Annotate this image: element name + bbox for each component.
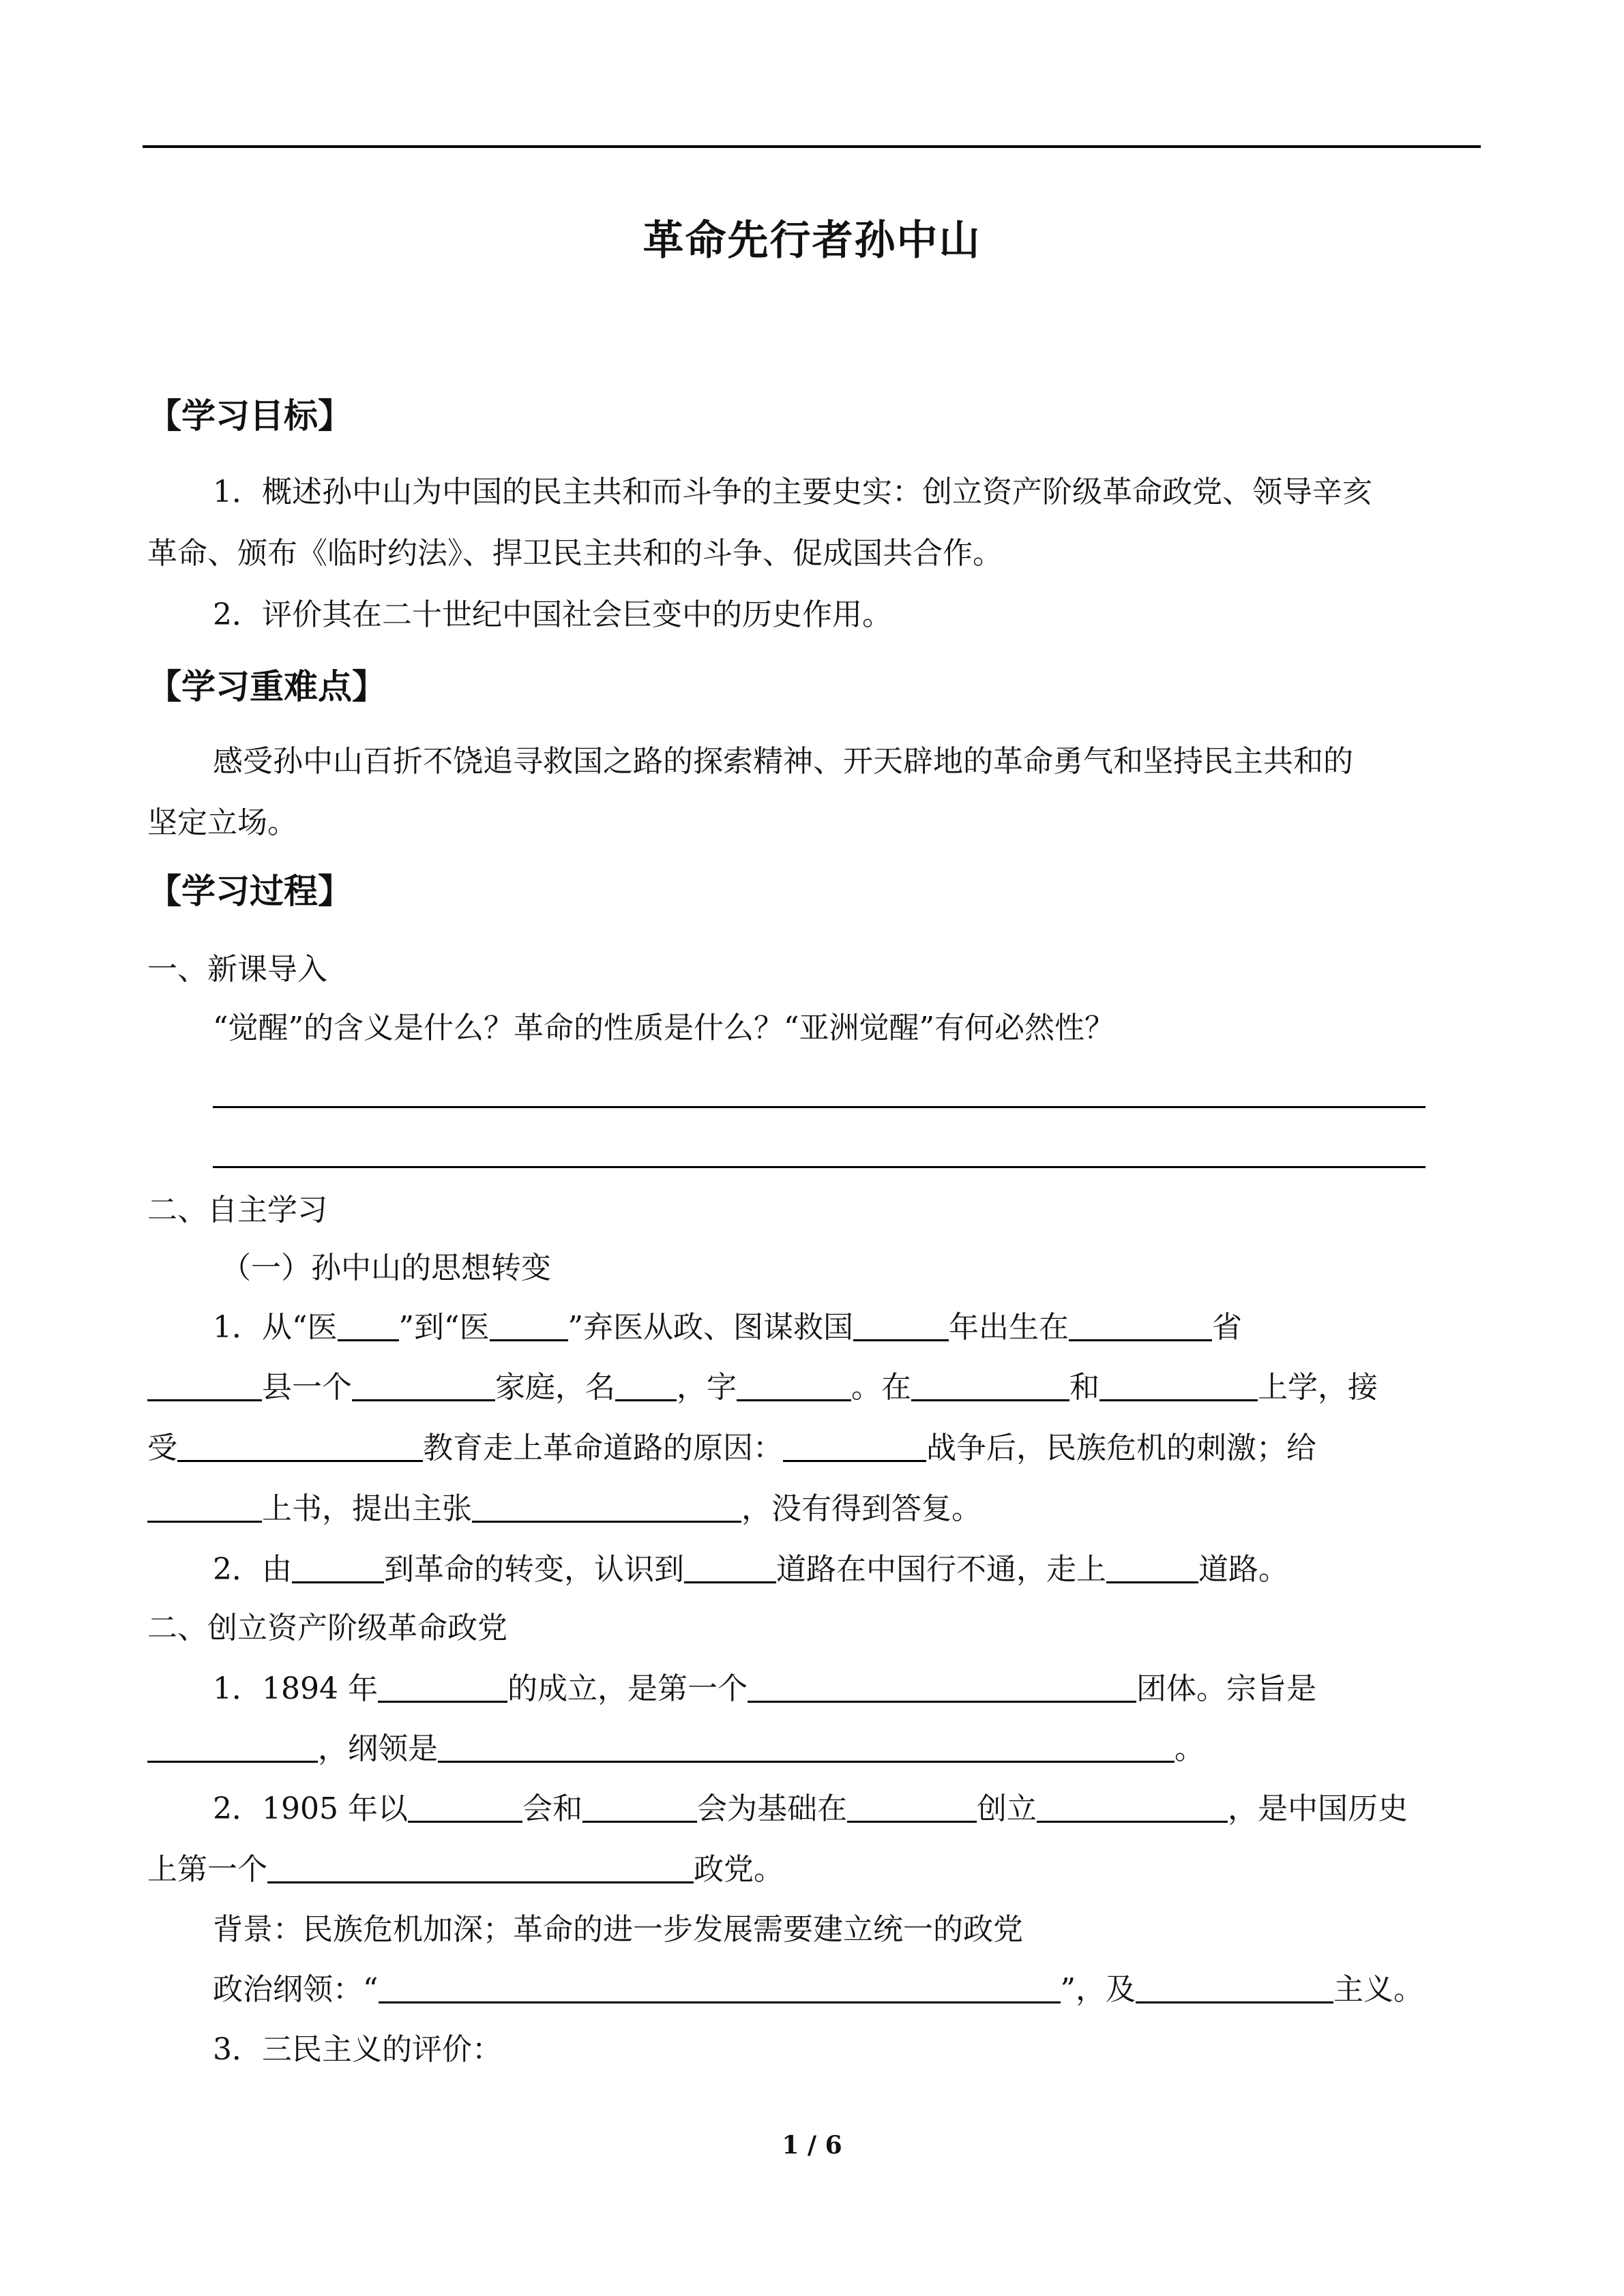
fill-blank[interactable] — [338, 1309, 399, 1341]
p1-line-1: 1．1894 年 的成立，是第一个 团体。宗旨是 — [213, 1671, 1316, 1706]
keypoints-heading: 【学习重难点】 — [147, 667, 386, 706]
fill-blank[interactable] — [582, 1791, 697, 1823]
fill-blank[interactable] — [1069, 1309, 1212, 1341]
q1-line-4: 上书，提出主张 ，没有得到答复。 — [147, 1489, 1477, 1530]
fill-blank[interactable] — [1037, 1791, 1228, 1823]
keypoints-line-a: 感受孙中山百折不饶追寻救国之路的探索精神、开天辟地的革命勇气和坚持民主共和的 — [213, 744, 1353, 779]
fill-blank[interactable] — [1099, 1369, 1258, 1401]
fill-blank[interactable] — [737, 1369, 851, 1401]
section-3-title: 二、创立资产阶级革命政党 — [147, 1611, 507, 1645]
fill-blank[interactable] — [1136, 1971, 1333, 2003]
fill-blank[interactable] — [379, 1971, 1061, 2003]
fill-blank[interactable] — [147, 1369, 262, 1401]
fill-blank[interactable] — [292, 1551, 384, 1583]
section-1-question: “觉醒”的含义是什么？革命的性质是什么？“亚洲觉醒”有何必然性？ — [213, 1011, 1114, 1045]
q1-line-2: 县一个 家庭，名 ，字 。在 和 上学，接 — [147, 1367, 1477, 1408]
section-2-sub-1: （一）孙中山的思想转变 — [221, 1251, 551, 1285]
fill-blank[interactable] — [378, 1671, 507, 1703]
fill-blank[interactable] — [615, 1369, 677, 1401]
fill-blank[interactable] — [748, 1671, 1136, 1703]
goal-item-1-line-a: 1．概述孙中山为中国的民主共和而斗争的主要史实：创立资产阶级革命政党、领导辛亥 — [213, 475, 1372, 509]
fill-blank[interactable] — [147, 1491, 262, 1523]
program-line: 政治纲领：“ ”，及 主义。 — [213, 1972, 1423, 2007]
fill-blank[interactable] — [352, 1369, 495, 1401]
page-number: 1 / 6 — [782, 2131, 842, 2160]
fill-blank[interactable] — [267, 1851, 694, 1883]
fill-blank[interactable] — [438, 1731, 1175, 1763]
p2-line-2: 上第一个 政党。 — [147, 1852, 784, 1887]
process-heading: 【学习过程】 — [147, 871, 352, 911]
document-title: 革命先行者孙中山 — [643, 217, 981, 265]
fill-blank[interactable] — [853, 1309, 949, 1341]
fill-blank[interactable] — [490, 1309, 568, 1341]
section-1-title: 一、新课导入 — [147, 952, 327, 987]
answer-line[interactable] — [213, 1106, 1426, 1108]
fill-blank[interactable] — [911, 1369, 1069, 1401]
q2-line-1: 2．由 到革命的转变，认识到 道路在中国行不通，走上 道路。 — [213, 1552, 1288, 1587]
q1-line-3: 受 教育走上革命道路的原因： 战争后，民族危机的刺激；给 — [147, 1431, 1316, 1465]
goals-heading: 【学习目标】 — [147, 396, 352, 436]
q1-line-1: 1．从“医 ”到“医 ”弃医从政、图谋救国 年出生在 省 — [213, 1310, 1242, 1345]
fill-blank[interactable] — [847, 1791, 977, 1823]
fill-blank[interactable] — [783, 1430, 926, 1462]
fill-blank[interactable] — [1106, 1551, 1198, 1583]
answer-line[interactable] — [213, 1166, 1426, 1168]
background-line: 背景：民族危机加深；革命的进一步发展需要建立统一的政党 — [213, 1912, 1023, 1947]
goal-item-2: 2．评价其在二十世纪中国社会巨变中的历史作用。 — [213, 597, 892, 632]
fill-blank[interactable] — [177, 1430, 423, 1462]
goal-item-1-line-b: 革命、颁布《临时约法》、捍卫民主共和的斗争、促成国共合作。 — [147, 536, 1003, 571]
fill-blank[interactable] — [684, 1551, 776, 1583]
p3-line: 3．三民主义的评价： — [213, 2032, 502, 2067]
fill-blank[interactable] — [147, 1731, 318, 1763]
keypoints-line-b: 坚定立场。 — [147, 805, 297, 840]
p1-line-2: ，纲领是 。 — [147, 1729, 1477, 1770]
p2-line-1: 2．1905 年以 会和 会为基础在 创立 ，是中国历史 — [213, 1791, 1408, 1826]
header-rule — [143, 145, 1481, 148]
section-2-title: 二、自主学习 — [147, 1193, 327, 1227]
fill-blank[interactable] — [408, 1791, 522, 1823]
fill-blank[interactable] — [472, 1491, 741, 1523]
